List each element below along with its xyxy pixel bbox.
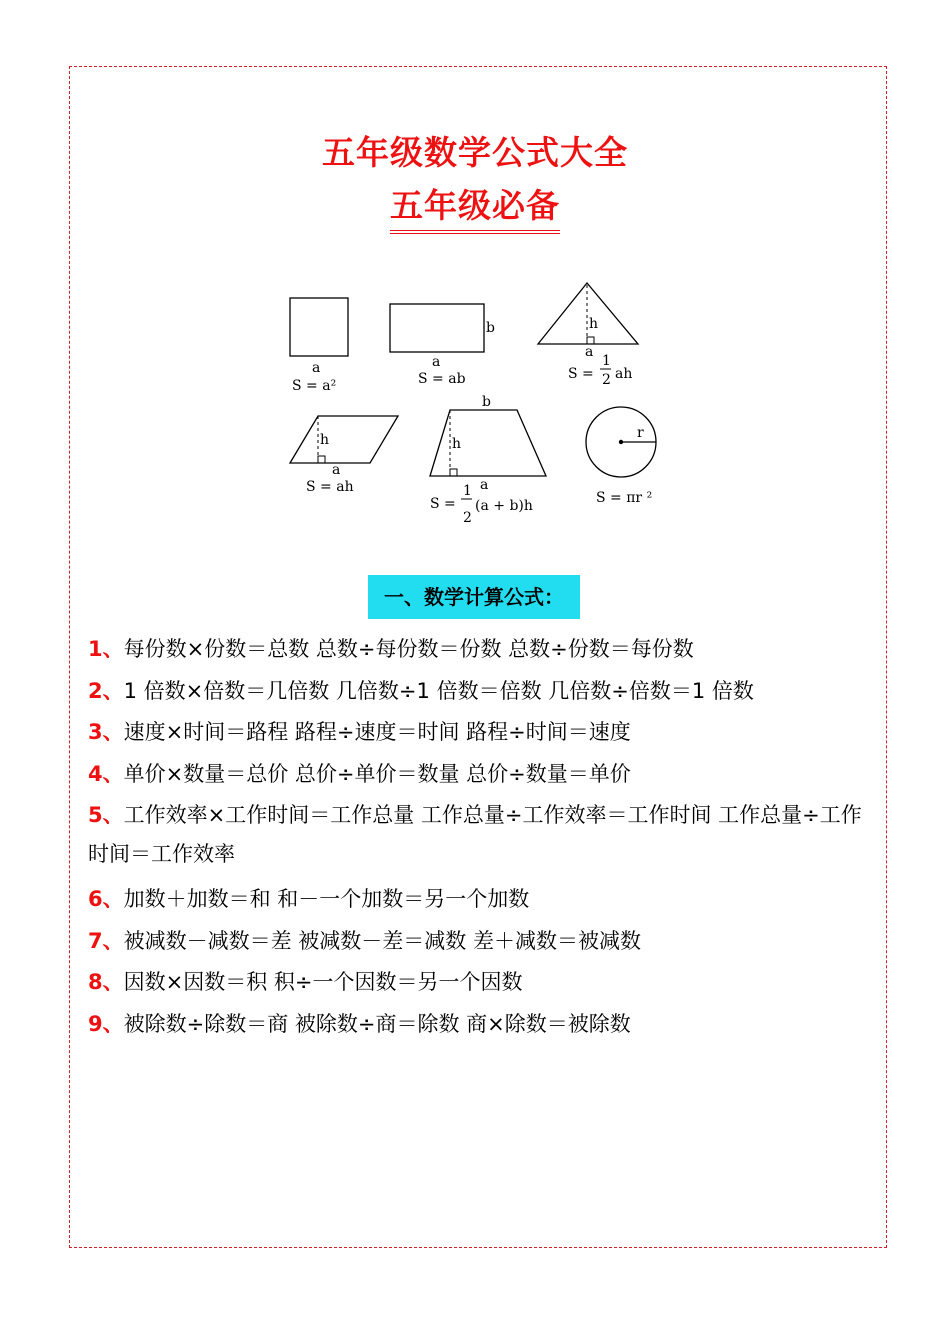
- page-subtitle: [0, 186, 950, 234]
- formula-item: [88, 1005, 863, 1044]
- triangle-base-label: a: [585, 344, 594, 360]
- parallelogram-base-label: a: [332, 462, 341, 478]
- trapezoid-frac-den: 2: [463, 510, 472, 526]
- rectangle-formula: S = ab: [418, 371, 466, 387]
- formula-number: 5、: [88, 803, 124, 827]
- circle-formula: S = πr ²: [596, 490, 653, 506]
- triangle-figure: [538, 283, 638, 388]
- triangle-formula-prefix: S =: [568, 366, 594, 382]
- formula-number: 7、: [88, 928, 124, 953]
- square-side-label: a: [312, 360, 321, 376]
- trapezoid-figure: [430, 394, 546, 526]
- formula-text: 加数＋加数＝和 和－一个加数＝另一个加数: [123, 887, 530, 911]
- trapezoid-frac-num: 1: [463, 483, 472, 499]
- formula-number: 8、: [88, 970, 124, 994]
- formula-item: [88, 755, 863, 794]
- page-title: 五年级数学公式大全: [322, 133, 628, 172]
- formula-text: 速度×时间＝路程 路程÷速度＝时间 路程÷时间＝速度: [123, 720, 631, 744]
- parallelogram-formula: S = ah: [306, 479, 354, 495]
- formula-number: 4、: [88, 761, 124, 786]
- geometry-figures: [280, 276, 670, 526]
- trapezoid-base-label: a: [480, 477, 489, 493]
- formula-text: 1 倍数×倍数＝几倍数 几倍数÷1 倍数＝倍数 几倍数÷倍数＝1 倍数: [123, 678, 754, 703]
- formula-number: 9、: [88, 1011, 124, 1036]
- parallelogram-figure: [290, 416, 398, 495]
- formula-number: 2、: [88, 678, 124, 703]
- triangle-frac-num: 1: [602, 353, 611, 369]
- trapezoid-formula-prefix: S =: [430, 496, 456, 512]
- formula-text: 工作效率×工作时间＝工作总量 工作总量÷工作效率＝工作时间 工作总量÷工作时间＝工作效率: [88, 803, 862, 866]
- circle-radius-label: r: [637, 425, 644, 441]
- rectangle-base-label: a: [432, 354, 441, 370]
- formula-item: [88, 672, 863, 711]
- formula-text: 因数×因数＝积 积÷一个因数＝另一个因数: [123, 970, 523, 994]
- rectangle-height-label: b: [486, 320, 495, 336]
- page-subtitle-text: 五年级必备: [390, 186, 560, 234]
- trapezoid-height-label: h: [452, 436, 462, 452]
- parallelogram-height-label: h: [320, 432, 330, 448]
- square-formula: S = a²: [292, 378, 337, 394]
- formula-number: 1、: [88, 637, 124, 661]
- formula-number: 6、: [88, 887, 124, 911]
- formula-text: 每份数×份数＝总数 总数÷每份数＝份数 总数÷份数＝每份数: [123, 637, 694, 661]
- formula-number: 3、: [88, 720, 124, 744]
- formula-item: [88, 796, 863, 874]
- formula-item: [88, 922, 863, 961]
- square-figure: [290, 298, 348, 394]
- formula-text: 单价×数量＝总价 总价÷单价＝数量 总价÷数量＝单价: [123, 761, 631, 786]
- circle-figure: [586, 407, 656, 506]
- triangle-frac-den: 2: [602, 372, 611, 388]
- triangle-formula-suffix: ah: [615, 366, 633, 382]
- formula-list: [88, 630, 863, 1046]
- formula-text: 被除数÷除数＝商 被除数÷商＝除数 商×除数＝被除数: [123, 1011, 631, 1036]
- rectangle-figure: [390, 304, 495, 387]
- formula-text: 被减数－减数＝差 被减数－差＝减数 差＋减数＝被减数: [123, 928, 641, 953]
- formula-item: [88, 713, 863, 752]
- section-heading: 一、数学计算公式：: [368, 575, 580, 619]
- triangle-height-label: h: [589, 316, 599, 332]
- formula-item: [88, 630, 863, 669]
- trapezoid-top-label: b: [482, 394, 491, 410]
- formula-item: [88, 963, 863, 1002]
- trapezoid-formula-suffix: (a + b)h: [475, 498, 533, 514]
- formula-item: [88, 880, 863, 919]
